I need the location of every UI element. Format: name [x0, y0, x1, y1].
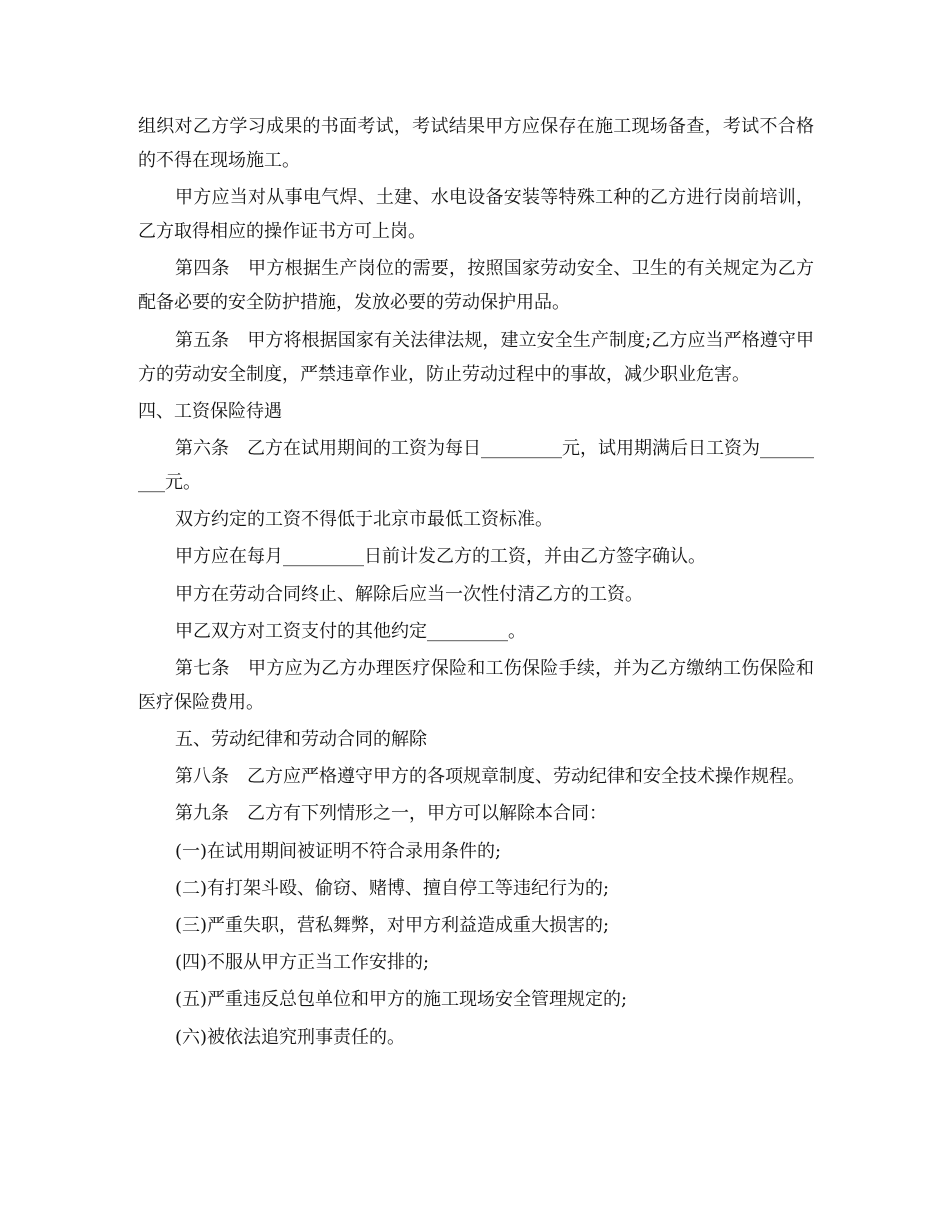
- paragraph-exam: 组织对乙方学习成果的书面考试，考试结果甲方应保存在施工现场备查，考试不合格的不得在现场施工。: [138, 116, 814, 171]
- paragraph-min-wage: 双方约定的工资不得低于北京市最低工资标准。: [175, 509, 553, 531]
- paragraph-other-agreement: 甲乙双方对工资支付的其他约定_________。: [175, 620, 526, 642]
- list-item-4: (四)不服从甲方正当工作安排的;: [175, 952, 430, 974]
- list-item-1: (一)在试用期间被证明不符合录用条件的;: [175, 840, 502, 862]
- list-item-2: (二)有打架斗殴、偷窃、赌博、擅自停工等违纪行为的;: [175, 877, 610, 899]
- paragraph-article-8: 第八条 乙方应严格遵守甲方的各项规章制度、劳动纪律和安全技术操作规程。: [175, 766, 805, 788]
- list-item-6: (六)被依法追究刑事责任的。: [175, 1026, 406, 1048]
- document-body: [138, 110, 814, 1058]
- section-heading-discipline: 五、劳动纪律和劳动合同的解除: [175, 729, 427, 751]
- paragraph-article-9: 第九条 乙方有下列情形之一，甲方可以解除本合同：: [175, 803, 607, 825]
- list-item-5: (五)严重违反总包单位和甲方的施工现场安全管理规定的;: [175, 989, 628, 1011]
- list-item-3: (三)严重失职，营私舞弊，对甲方利益造成重大损害的;: [175, 915, 610, 936]
- section-heading-wages: 四、工资保险待遇: [138, 400, 282, 422]
- paragraph-article-4: 第四条 甲方根据生产岗位的需要，按照国家劳动安全、卫生的有关规定为乙方配备必要的安全防护措施，发放必要的劳动保护用品。: [138, 258, 814, 314]
- paragraph-training: 甲方应当对从事电气焊、土建、水电设备安装等特殊工种的乙方进行岗前培训，乙方取得相应的操作证书方可上岗。: [138, 187, 814, 243]
- paragraph-article-5: 第五条 甲方将根据国家有关法律法规，建立安全生产制度;乙方应当严格遵守甲方的劳动安全制度，严禁违章作业，防止劳动过程中的事故，减少职业危害。: [138, 329, 814, 385]
- paragraph-pay-date: 甲方应在每月_________日前计发乙方的工资，并由乙方签字确认。: [175, 546, 706, 568]
- paragraph-article-7: 第七条 甲方应为乙方办理医疗保险和工伤保险手续，并为乙方缴纳工伤保险和医疗保险费用。: [138, 657, 814, 713]
- paragraph-article-6: 第六条 乙方在试用期间的工资为每日_________元，试用期满后日工资为_________元。: [138, 437, 814, 493]
- paragraph-final-pay: 甲方在劳动合同终止、解除后应当一次性付清乙方的工资。: [175, 583, 643, 605]
